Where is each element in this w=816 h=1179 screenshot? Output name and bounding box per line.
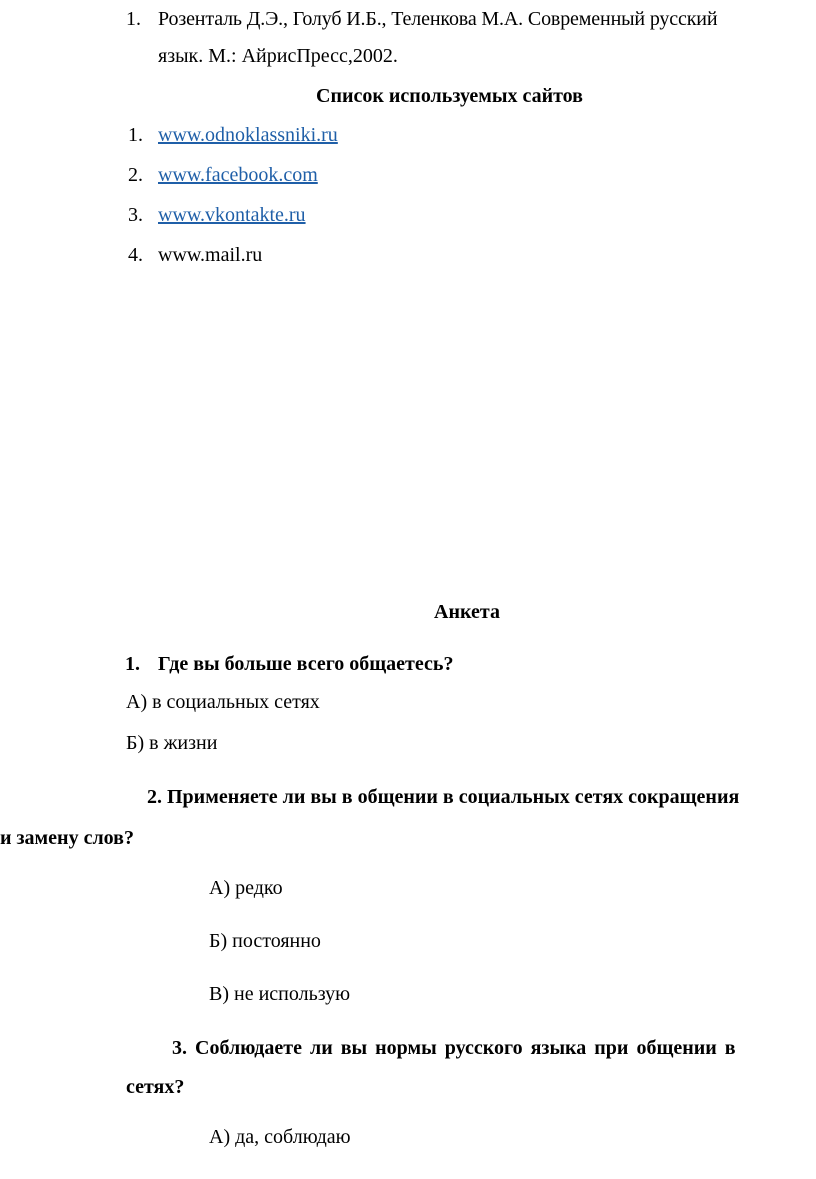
- site-link-facebook[interactable]: www.facebook.com: [158, 164, 318, 186]
- question-2-text-line1: 2. Применяете ли вы в общении в социальных сетях сокращения: [147, 786, 740, 808]
- question-2-option-a: А) редко: [209, 877, 283, 899]
- site-link-vkontakte[interactable]: www.vkontakte.ru: [158, 204, 306, 226]
- question-3-text-line1: 3. Соблюдаете ли вы нормы русского языка при общении в: [172, 1037, 736, 1059]
- question-2-option-b: Б) постоянно: [209, 930, 321, 952]
- question-1-number: 1.: [125, 653, 140, 675]
- question-1-option-b: Б) в жизни: [126, 732, 218, 754]
- survey-heading: Анкета: [434, 601, 500, 623]
- reference-text-line2: язык. М.: АйрисПресс,2002.: [158, 45, 398, 67]
- question-2-option-c: В) не использую: [209, 983, 351, 1005]
- site-number: 1.: [128, 124, 143, 146]
- question-2-text-line2: и замену слов?: [0, 827, 134, 849]
- site-link-odnoklassniki[interactable]: www.odnoklassniki.ru: [158, 124, 338, 146]
- reference-number: 1.: [126, 8, 141, 30]
- site-text-mail: www.mail.ru: [158, 244, 263, 266]
- question-3-text-line2: сетях?: [126, 1076, 185, 1098]
- question-1-text: Где вы больше всего общаетесь?: [158, 653, 454, 675]
- site-number: 4.: [128, 244, 143, 266]
- question-3-option-a: А) да, соблюдаю: [209, 1126, 351, 1148]
- site-number: 3.: [128, 204, 143, 226]
- sites-heading: Список используемых сайтов: [316, 85, 583, 107]
- reference-text-line1: Розенталь Д.Э., Голуб И.Б., Теленкова М.А. Современный русский: [158, 8, 718, 30]
- site-number: 2.: [128, 164, 143, 186]
- question-1-option-a: А) в социальных сетях: [126, 691, 320, 713]
